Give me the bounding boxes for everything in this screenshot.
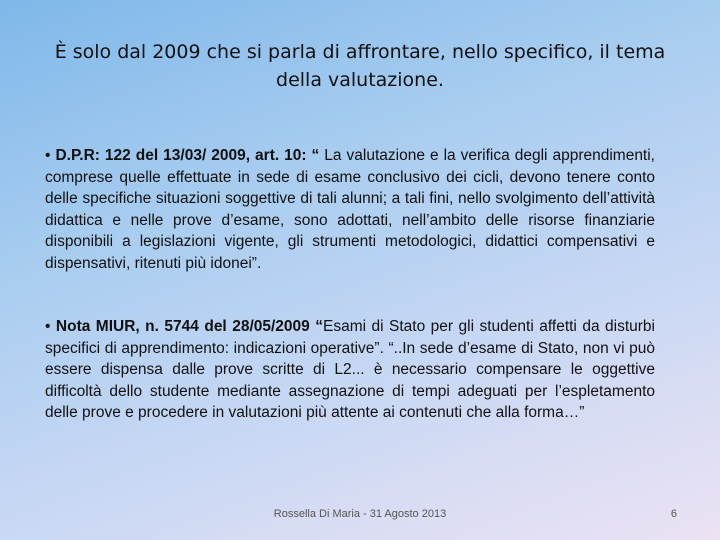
page-number: 6	[670, 508, 677, 520]
bullet-nota-miur	[45, 316, 655, 424]
slide-title: È solo dal 2009 che si parla di affrontare, nello specifico, il tema della valutazione.	[54, 41, 666, 91]
slide-footer: Rossella Di Maria - 31 Agosto 2013	[273, 508, 447, 520]
bullet-marker: •	[45, 318, 51, 335]
bullet-dpr-text: La valutazione e la verifica degli apprendimenti, comprese quelle effettuate in sede di esame conclusivo dei cicli, devono tenere conto delle specifiche situazioni soggettive di tali alunni; a tali fini, nello svolgimento dell’attività didattica e nelle prove d’esame, sono adottati, nell’ambito delle risorse finanziarie disponibili a legislazioni vigente, gli strumenti metodologici, didattici compensativi e dispensativi, ritenuti più idonei”.	[45, 147, 655, 272]
bullet-nota-text: Esami di Stato per gli studenti affetti da disturbi specifici di apprendimento: indicazioni operative”. “..In sede d’esame di Stato, non vi può essere dispensa dalle prove scritte di L2... è necessario compensare le oggettive difficoltà dello studente mediante assegnazione di tempi adeguati per l’espletamento delle prove e procedere in valutazioni più attente ai contenuti che alla forma…”	[45, 318, 655, 422]
bullet-dpr-heading: D.P.R: 122 del 13/03/ 2009, art. 10: “	[55, 147, 320, 164]
bullet-nota-heading: Nota MIUR, n. 5744 del 28/05/2009 “	[55, 318, 323, 335]
bullet-dpr	[45, 145, 655, 275]
bullet-marker: •	[45, 147, 51, 164]
